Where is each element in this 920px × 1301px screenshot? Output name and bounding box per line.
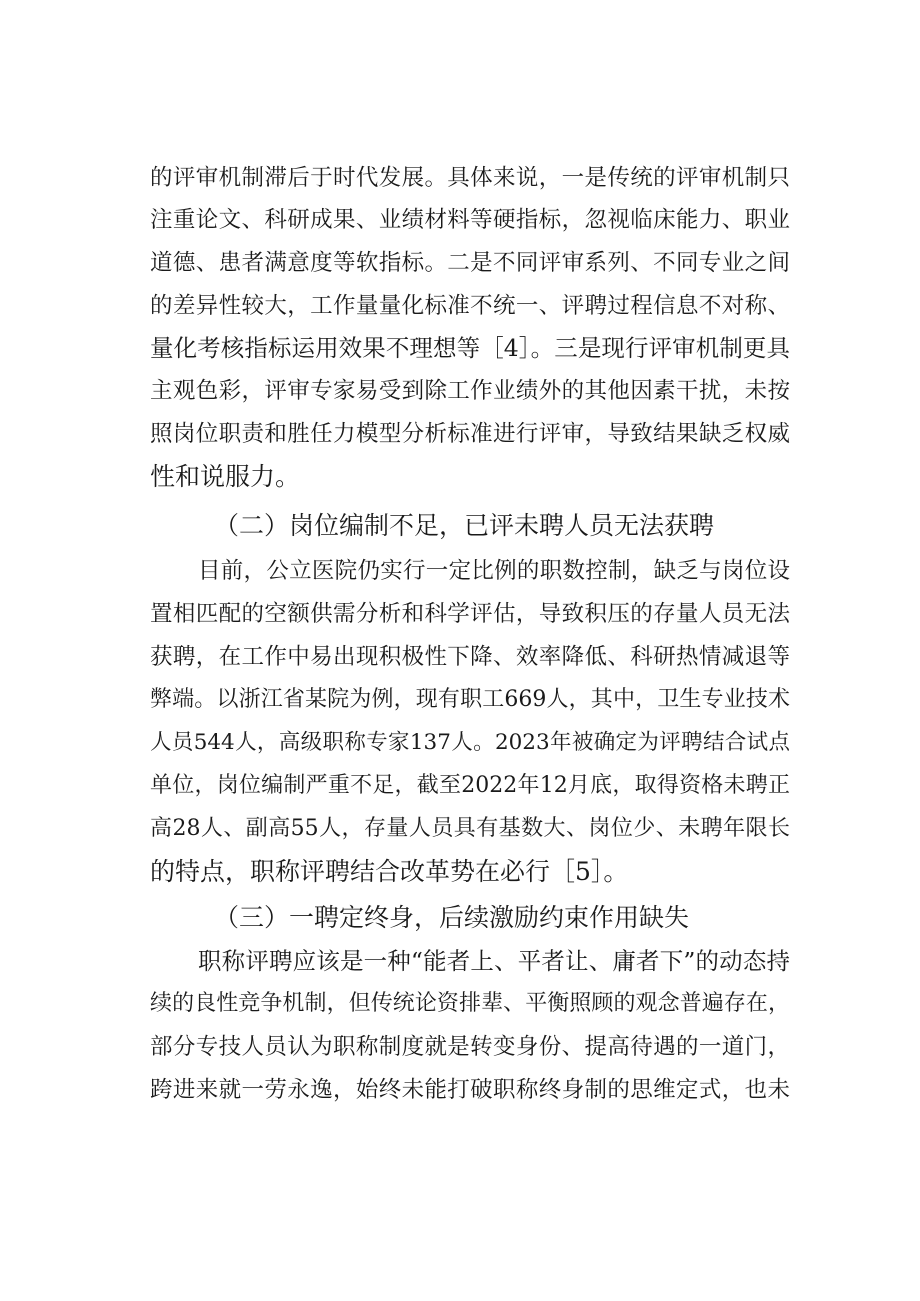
- paragraph-line: 照岗位职责和胜任力模型分析标准进行评审，导致结果缺乏权威: [150, 421, 790, 447]
- paragraph-line: 目前，公立医院仍实行一定比例的职数控制，缺乏与岗位设: [198, 558, 790, 584]
- paragraph-line: 人员544人，高级职称专家137人。2023年被确定为评聘结合试点: [150, 730, 790, 755]
- paragraph-line: 量化考核指标运用效果不理想等［4］。三是现行评审机制更具: [150, 334, 790, 362]
- paragraph-line: 置相匹配的空额供需分析和科学评估，导致积压的存量人员无法: [150, 601, 790, 627]
- paragraph-line: 单位，岗位编制严重不足，截至2022年12月底，取得资格未聘正: [150, 773, 790, 798]
- paragraph-line: 部分专技人员认为职称制度就是转变身份、提高待遇的一道门，: [150, 1034, 790, 1060]
- section-heading-2: （二）岗位编制不足，已评未聘人员无法获聘: [214, 511, 715, 540]
- paragraph-line: 道德、患者满意度等软指标。二是不同评审系列、不同专业之间: [150, 250, 790, 276]
- section-heading-3: （三）一聘定终身，后续激励约束作用缺失: [214, 903, 690, 932]
- paragraph-line: 高28人、副高55人，存量人员具有基数大、岗位少、未聘年限长: [150, 816, 790, 841]
- paragraph-line: 跨进来就一劳永逸，始终未能打破职称终身制的思维定式，也未: [150, 1077, 790, 1103]
- paragraph-line: 主观色彩，评审专家易受到除工作业绩外的其他因素干扰，未按: [150, 378, 790, 404]
- paragraph-line: 注重论文、科研成果、业绩材料等硬指标，忽视临床能力、职业: [150, 207, 790, 233]
- paragraph-line: 性和说服力。: [150, 462, 301, 491]
- paragraph-line: 职称评聘应该是一种“能者上、平者让、庸者下”的动态持: [198, 947, 790, 975]
- paragraph-line: 的评审机制滞后于时代发展。具体来说，一是传统的评审机制只: [150, 165, 790, 191]
- paragraph-line: 获聘，在工作中易出现积极性下降、效率降低、科研热情减退等: [150, 644, 790, 670]
- paragraph-line: 的差异性较大，工作量量化标准不统一、评聘过程信息不对称、: [150, 293, 790, 319]
- paragraph-line: 的特点，职称评聘结合改革势在必行［5］。: [150, 857, 629, 886]
- paragraph-line: 弊端。以浙江省某院为例，现有职工669人，其中，卫生专业技术: [150, 687, 790, 712]
- paragraph-line: 续的良性竞争机制，但传统论资排辈、平衡照顾的观念普遍存在，: [150, 991, 790, 1016]
